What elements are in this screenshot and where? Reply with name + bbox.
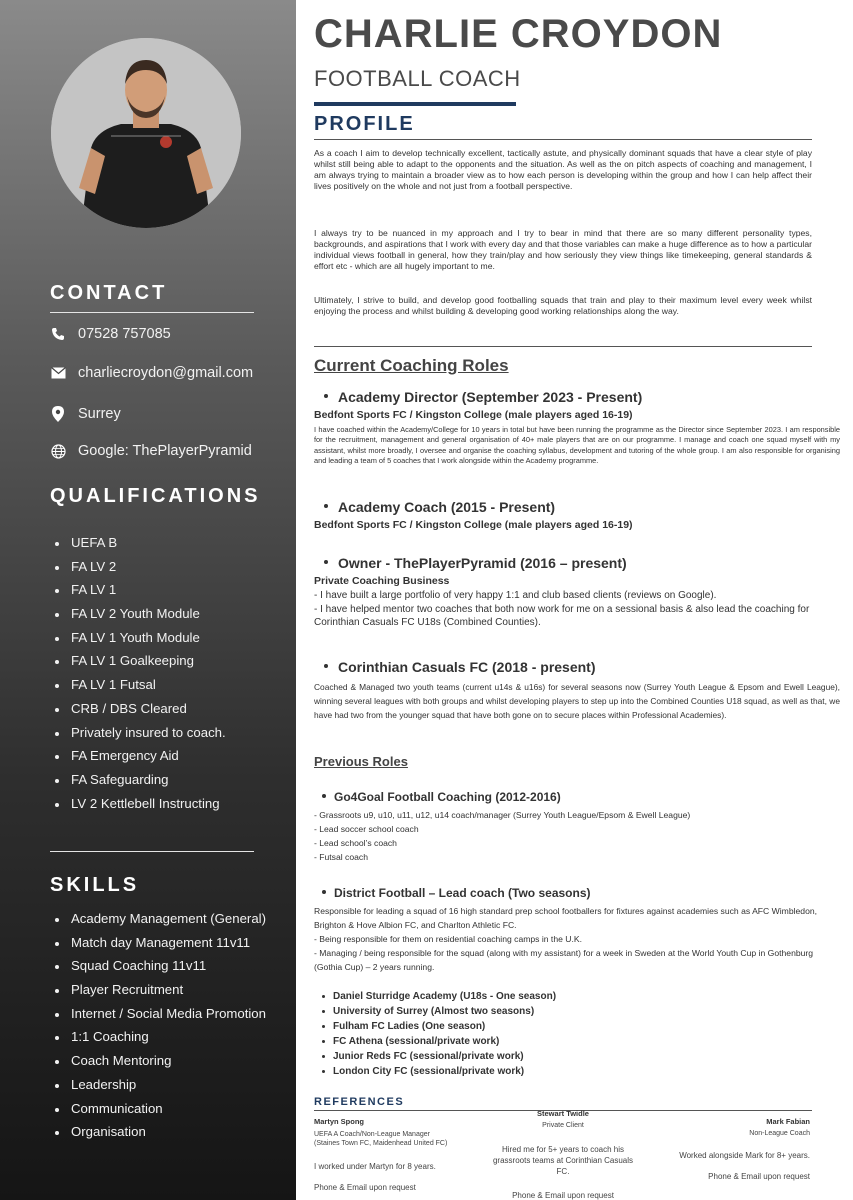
profile-paragraph: As a coach I aim to develop technically excellent, tactically astute, and physically dominant squads that have a clear style of play whilst still being able to adapt to the opponents and the situation. As well as the on pitch aspects of coaching and management, I am always trying to maintain a broader view as to how each person is developing within the group and how I can help affect their lives positively on the whole and not just from a football perspective. [314,148,812,191]
qualification-item: CRB / DBS Cleared [52,700,226,724]
job-title: FOOTBALL COACH [314,66,521,91]
profile-paragraph: Ultimately, I strive to build, and develop good footballing squads that train and play to their maximum level every week whilst enjoying the process and whilst building & developing good working relationships along the way. [314,295,812,316]
profile-heading: PROFILE [314,113,415,135]
skill-item: Internet / Social Media Promotion [52,1005,266,1029]
reference-contact: Phone & Email upon request [314,1183,416,1192]
skills-divider [50,851,254,852]
skill-item: Squad Coaching 11v11 [52,957,266,981]
qualification-item: UEFA B [52,534,226,558]
reference-contact: Phone & Email upon request [512,1191,614,1200]
contact-heading: CONTACT [50,282,168,304]
skill-item: Communication [52,1100,266,1124]
skill-item: Coach Mentoring [52,1052,266,1076]
main-content [314,0,844,1200]
previous-role-title: District Football – Lead coach (Two seasons) [322,886,591,900]
previous-role-details: - Grassroots u9, u10, u11, u12, u14 coach/manager (Surrey Youth League/Epsom & Ewell League) - Lead soccer school coach - Lead school’s coach - Futsal coach [314,810,691,862]
qualification-item: FA Safeguarding [52,771,226,795]
qualification-item: FA LV 2 [52,558,226,582]
role-description: I have coached within the Academy/College for 10 years in total but have been running the programme as the Director since September 2023. I am responsible for the recruitment, management and general organisation of 40+ male players that are on our programme. I manage and coach one squad myself with my assistant, whilst more broadly, I oversee and organise the coaching syllabus, development and tutoring of the whole group. I am also responsible for organising and leading a team of 5 coaches that I work alongside within the Academy programme. [314,425,840,466]
reference-name: Martyn Spong [314,1117,364,1126]
reference-role: UEFA A Coach/Non-League Manager [314,1131,430,1138]
reference-1 [314,1117,484,1192]
qualification-item: FA LV 1 [52,581,226,605]
title-underline [314,102,516,106]
qualification-item: FA Emergency Aid [52,747,226,771]
reference-note: Hired me for 5+ years to coach his grassroots teams at Corinthian Casuals FC. [492,1145,634,1176]
references-heading: REFERENCES [314,1096,405,1108]
email-icon [50,365,66,381]
other-roles-list [320,989,556,1079]
contact-divider [50,312,254,313]
web-text: Google: ThePlayerPyramid [78,443,252,459]
other-role-item: London City FC (sessional/private work) [320,1064,556,1079]
previous-role-details: Responsible for leading a squad of 16 high standard prep school footballers for fixtures against academies such as AFC Wimbledon, Brighton & Hove Albion FC, and Charlton Athletic FC. - Being responsible for them on residential coaching camps in the U.K. - Managing / being responsible for the squad (along with my assistant) for a week in Sweden at the World Youth Cup in Gothenburg (Gothia Cup) – 2 years running. [314,906,818,972]
role-details: - I have built a large portfolio of very happy 1:1 and club based clients (reviews on Google). - I have helped mentor two coaches that both now work for me on a sessional basis & also lead the coaching for Corinthian Casuals FC U18s (Combined Counties). [314,590,810,628]
qualifications-list [52,534,226,818]
skill-item: Organisation [52,1123,266,1147]
qualification-item: FA LV 1 Goalkeeping [52,652,226,676]
reference-note: Worked alongside Mark for 8+ years. [679,1151,810,1160]
other-role-item: FC Athena (sessional/private work) [320,1034,556,1049]
qualifications-heading: QUALIFICATIONS [50,485,261,507]
contact-web [50,440,252,462]
reference-3 [660,1117,810,1181]
reference-clubs: (Staines Town FC, Maidenhead United FC) [314,1140,448,1147]
other-role-item: Fulham FC Ladies (One season) [320,1019,556,1034]
other-role-item: Daniel Sturridge Academy (U18s - One season) [320,989,556,1004]
previous-roles-heading: Previous Roles [314,754,408,769]
reference-role: Private Client [542,1122,584,1129]
section-divider [314,346,812,347]
location-text: Surrey [78,406,121,422]
role-title: Owner - ThePlayerPyramid (2016 – present) [324,555,627,571]
profile-photo [51,38,241,228]
globe-icon [50,443,66,459]
role-title: Academy Director (September 2023 - Present) [324,389,642,405]
qualification-item: Privately insured to coach. [52,724,226,748]
role-org: Bedfont Sports FC / Kingston College (male players aged 16-19) [314,519,633,531]
current-roles-heading: Current Coaching Roles [314,356,509,375]
role-org: Private Coaching Business [314,575,450,587]
phone-icon [50,326,66,342]
skills-list [52,910,266,1147]
role-title: Corinthian Casuals FC (2018 - present) [324,659,596,675]
reference-2 [488,1109,638,1200]
page-title: CHARLIE CROYDON [314,12,723,56]
skill-item: 1:1 Coaching [52,1028,266,1052]
profile-paragraph: I always try to be nuanced in my approach and I try to bear in mind that there are so many different personality types, backgrounds, and aspirations that I work with every day and that those variables can make a huge difference as to how a particular individual views football in general, how they train/play and how seriously they view things like timekeeping, general standards & effort etc - which are all hugely important to me. [314,228,812,271]
qualification-item: FA LV 1 Youth Module [52,629,226,653]
reference-note: I worked under Martyn for 8 years. [314,1162,436,1171]
contact-email [50,362,253,384]
location-pin-icon [50,406,66,422]
qualification-item: FA LV 1 Futsal [52,676,226,700]
qualification-item: FA LV 2 Youth Module [52,605,226,629]
profile-divider [314,139,812,140]
role-org: Bedfont Sports FC / Kingston College (male players aged 16-19) [314,409,633,421]
skill-item: Match day Management 11v11 [52,934,266,958]
phone-number: 07528 757085 [78,326,171,342]
reference-contact: Phone & Email upon request [708,1172,810,1181]
reference-name: Stewart Twidle [537,1109,589,1118]
coach-portrait-icon [51,38,241,228]
role-title: Academy Coach (2015 - Present) [324,499,555,515]
sidebar [0,0,296,1200]
reference-role: Non-League Coach [749,1130,810,1137]
reference-name: Mark Fabian [766,1117,810,1126]
qualification-item: LV 2 Kettlebell Instructing [52,795,226,819]
skill-item: Academy Management (General) [52,910,266,934]
email-address: charliecroydon@gmail.com [78,365,254,381]
other-role-item: Junior Reds FC (sessional/private work) [320,1049,556,1064]
skill-item: Leadership [52,1076,266,1100]
other-role-item: University of Surrey (Almost two seasons) [320,1004,556,1019]
contact-phone [50,323,171,345]
role-description: Coached & Managed two youth teams (current u14s & u16s) for several seasons now (Surrey Youth League & Epsom and Ewell League), winning several leagues with both groups and whilst developing players to step up into the Combined Counties U18 squad, as well as that, we have had two from the younger squad that have both gone on to secure places within Professional Academies). [314,682,840,720]
previous-role-title: Go4Goal Football Coaching (2012-2016) [322,790,561,804]
skills-heading: SKILLS [50,874,140,896]
skill-item: Player Recruitment [52,981,266,1005]
contact-location [50,403,121,425]
